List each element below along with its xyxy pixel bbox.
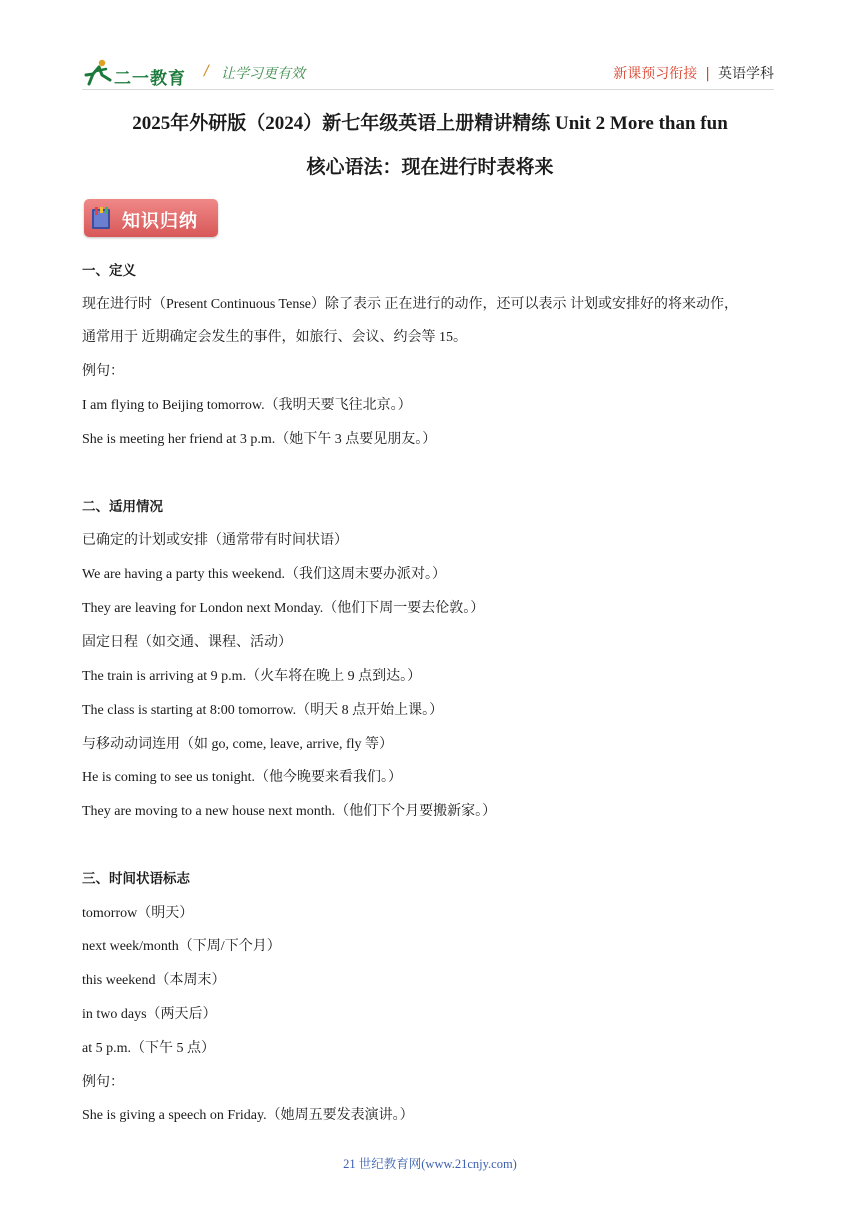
section1-heading: 一、定义 [82,263,136,279]
page-subtitle: 核心语法：现在进行时表将来 [306,157,554,178]
header-course-label: 新课预习衔接 [613,66,698,82]
page-footer: 21 世纪教育网(www.21cnjy.com) [343,1157,517,1171]
header-right [613,63,774,83]
section3-marker-1: tomorrow（明天） [82,906,194,921]
section1-example-2: She is meeting her friend at 3 p.m.（她下午 3 点要见朋友。） [82,432,437,447]
section3-marker-4: in two days（两天后） [82,1007,217,1022]
section2-case2: 固定日程（如交通、课程、活动） [82,635,292,650]
section2-heading: 二、适用情况 [82,499,163,515]
runner-logo-icon [82,58,114,86]
section1-para1: 现在进行时（Present Continuous Tense）除了表示 正在进行的动作，还可以表示 计划或安排好的将来动作， [82,297,738,312]
logo-text: 二一教育 [114,69,186,89]
section2-case1-example-1: We are having a party this weekend.（我们这周末要办派对。） [82,567,446,582]
section2-case3-example-1: He is coming to see us tonight.（他今晚要来看我们。） [82,770,403,785]
page-title: 2025年外研版（2024）新七年级英语上册精讲精练 Unit 2 More than fun [132,113,728,134]
section2-case3: 与移动动词连用（如 go, come, leave, arrive, fly 等） [82,737,394,752]
logo [82,58,192,89]
header-slash: / [204,63,209,79]
section2-case2-example-2: The class is starting at 8:00 tomorrow.（明天 8 点开始上课。） [82,703,444,718]
header-separator: | [705,66,710,82]
section2-case2-example-1: The train is arriving at 9 p.m.（火车将在晚上 9 点到达。） [82,669,422,684]
header-subject-label: 英语学科 [718,66,774,82]
section2-case1-example-2: They are leaving for London next Monday.（他们下周一要去伦敦。） [82,601,485,616]
knowledge-summary-badge [84,199,218,237]
book-icon [90,205,112,231]
section2-case1: 已确定的计划或安排（通常带有时间状语） [82,533,348,548]
section3-marker-5: at 5 p.m.（下午 5 点） [82,1041,215,1056]
page-header [82,56,774,88]
header-slogan: 让学习更有效 [221,66,305,82]
section1-example-1: I am flying to Beijing tomorrow.（我明天要飞往北京。） [82,398,412,413]
section3-example-label: 例句： [82,1075,124,1090]
header-divider [82,89,774,90]
section1-example-label: 例句： [82,364,124,379]
section3-heading: 三、时间状语标志 [82,871,190,887]
badge-label: 知识归纳 [122,211,198,232]
section3-marker-2: next week/month（下周/下个月） [82,939,281,954]
section2-case3-example-2: They are moving to a new house next month.（他们下个月要搬新家。） [82,804,497,819]
section1-para2: 通常用于 近期确定会发生的事件，如旅行、会议、约会等 15。 [82,330,467,345]
section3-example-1: She is giving a speech on Friday.（她周五要发表演讲。） [82,1108,414,1123]
section3-marker-3: this weekend（本周末） [82,973,226,988]
